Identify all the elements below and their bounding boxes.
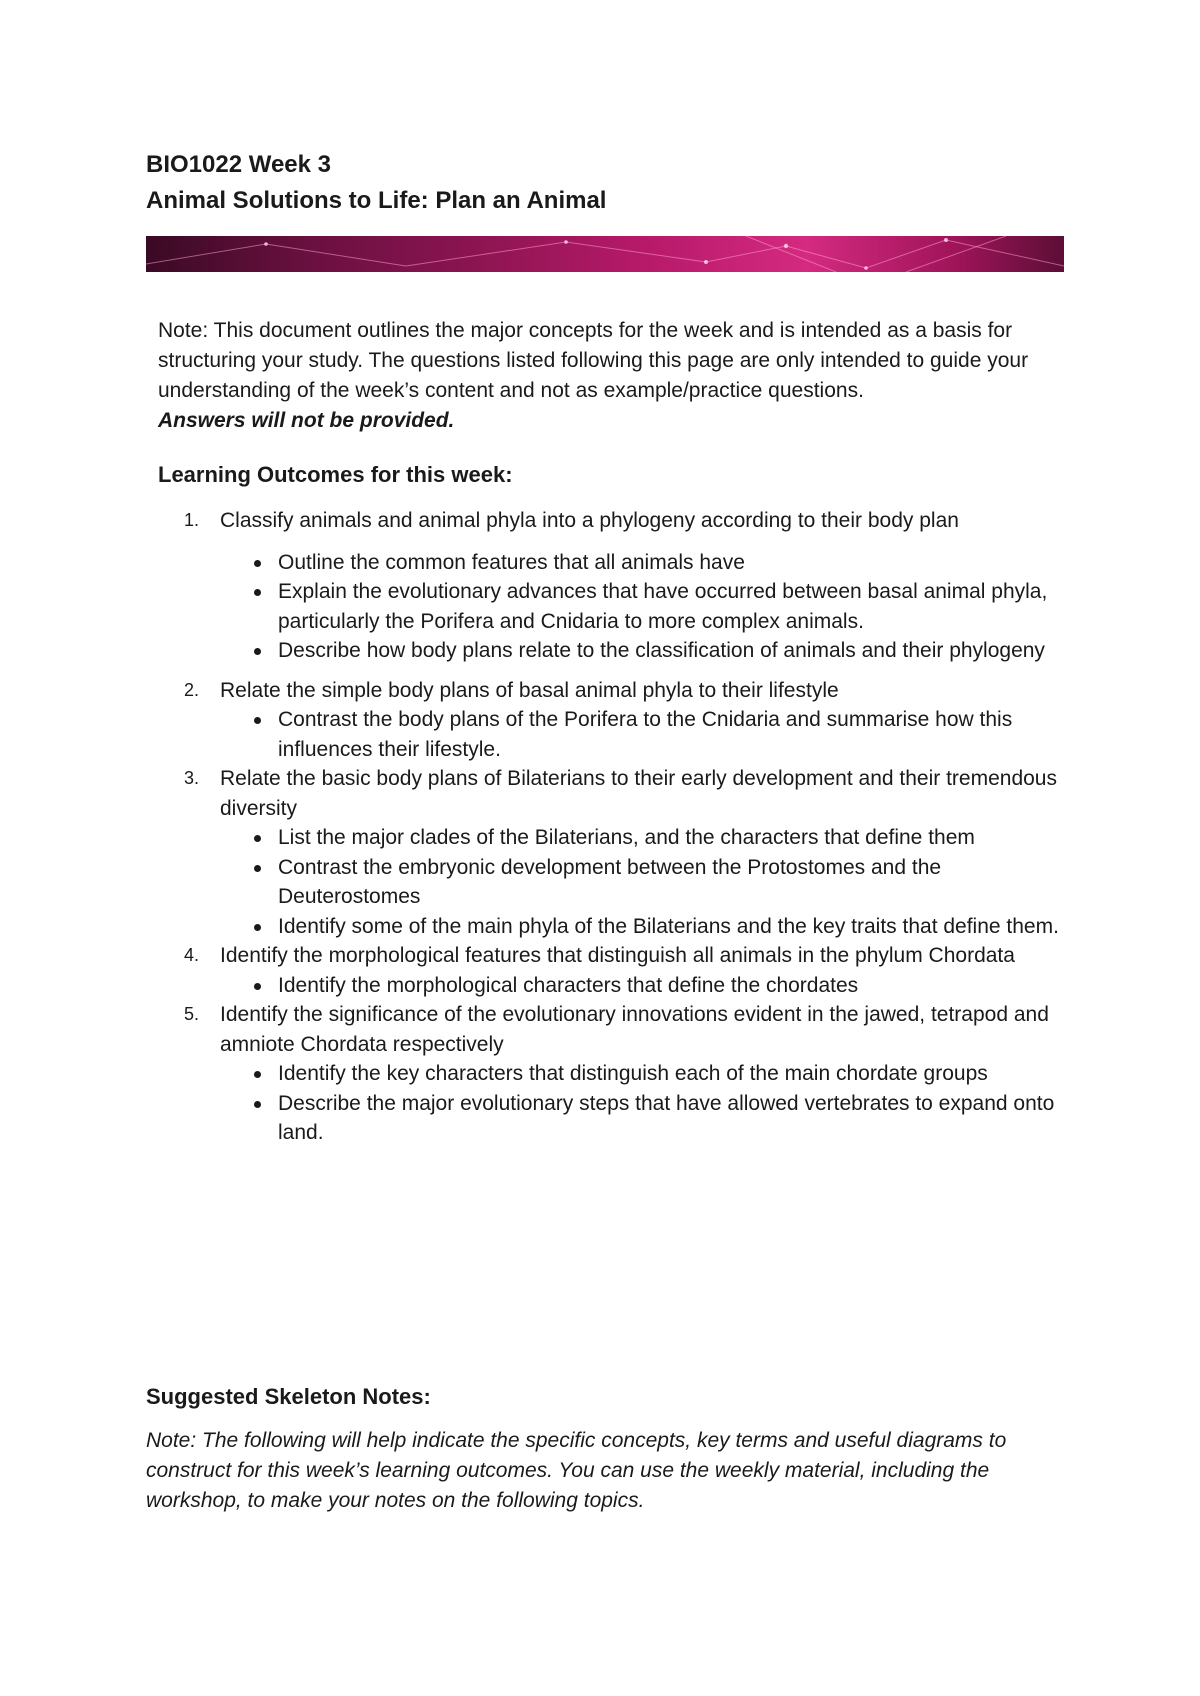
learning-outcomes-heading: Learning Outcomes for this week: [158,462,513,487]
study-note-text [158,316,1058,436]
bullet-icon [254,835,261,842]
document-title: Animal Solutions to Life: Plan an Animal [146,187,607,214]
sub-outcome-item [158,548,1068,578]
outcome-item [158,676,1068,706]
outcome-item [158,1000,1068,1059]
outcome-text: Relate the simple body plans of basal animal phyla to their lifestyle [220,678,839,702]
bullet-icon [254,717,261,724]
outcome-text: Identify the significance of the evolutionary innovations evident in the jawed, tetrapod and amniote Chordata respectively [220,1003,1049,1056]
sub-outcome-item [158,577,1068,636]
learning-outcomes-list [158,506,1068,1148]
sub-outcome-item [158,823,1068,853]
bullet-icon [254,983,261,990]
banner-network-pattern [146,236,1064,272]
sub-outcome-item [158,853,1068,912]
sub-outcome-item [158,971,1068,1001]
outcome-sub-list [158,705,1068,764]
study-note-end: . [448,409,455,432]
sub-outcome-text: Describe how body plans relate to the classification of animals and their phylogeny [278,639,1045,662]
study-note-emphasis: Answers will not be provided [158,409,449,432]
bullet-icon [254,560,261,567]
decorative-banner [146,236,1064,272]
outcome-number: 4. [184,945,200,965]
sub-outcome-text: Identify the key characters that distinguish each of the main chordate groups [278,1062,988,1085]
study-note-body: Note: This document outlines the major concepts for the week and is intended as a basis for structuring your study. The questions listed following this page are only intended to guide your understanding of the week’s content and not as example/practice questions. [158,319,1029,402]
outcome-sub-list [158,971,1068,1001]
sub-outcome-text: Outline the common features that all animals have [278,550,745,574]
sub-outcome-item [158,705,1068,764]
sub-outcome-text: Contrast the body plans of the Porifera to the Cnidaria and summarise how this influences their lifestyle. [278,708,1013,761]
sub-outcome-item [158,1059,1068,1089]
bullet-icon [254,648,261,655]
outcome-item [158,764,1068,823]
study-note [158,316,1058,436]
outcome-number: 5. [184,1004,200,1024]
outcome-number: 2. [184,679,200,700]
outcome-text: Classify animals and animal phyla into a phylogeny according to their body plan [220,509,959,532]
bullet-icon [254,865,261,872]
outcome-text: Identify the morphological features that distinguish all animals in the phylum Chordata [220,944,1015,967]
sub-outcome-text: Describe the major evolutionary steps that have allowed vertebrates to expand onto land. [278,1091,1055,1144]
sub-outcome-text: Identify some of the main phyla of the Bilaterians and the key traits that define them. [278,914,1059,938]
skeleton-notes-heading: Suggested Skeleton Notes: [146,1384,431,1409]
outcome-sub-list [158,823,1068,941]
outcome-text: Relate the basic body plans of Bilaterians to their early development and their tremendous diversity [220,767,1057,820]
bullet-icon [254,1071,261,1078]
outcome-item [158,941,1068,971]
sub-outcome-text: List the major clades of the Bilaterians, and the characters that define them [278,826,975,849]
sub-outcome-text: Identify the morphological characters that define the chordates [278,973,859,997]
skeleton-notes-text: Note: The following will help indicate the specific concepts, key terms and useful diagrams to construct for this week’s learning outcomes. You can use the weekly material, including the workshop, to make your notes on the following topics. [146,1429,1007,1512]
outcome-number: 3. [184,768,200,788]
sub-outcome-item [158,636,1068,666]
bullet-icon [254,924,261,931]
course-code: BIO1022 Week 3 [146,151,332,178]
sub-outcome-item [158,1089,1068,1148]
sub-outcome-item [158,912,1068,942]
outcome-sub-list [158,1059,1068,1148]
bullet-icon [254,589,261,596]
outcome-number: 1. [184,510,200,530]
outcome-item [158,506,1068,536]
sub-outcome-text: Contrast the embryonic development between the Protostomes and the Deuterostomes [278,855,942,908]
sub-outcome-text: Explain the evolutionary advances that have occurred between basal animal phyla, particularly the Porifera and Cnidaria to more complex animals. [278,580,1048,633]
outcome-sub-list [158,548,1068,666]
bullet-icon [254,1101,261,1108]
